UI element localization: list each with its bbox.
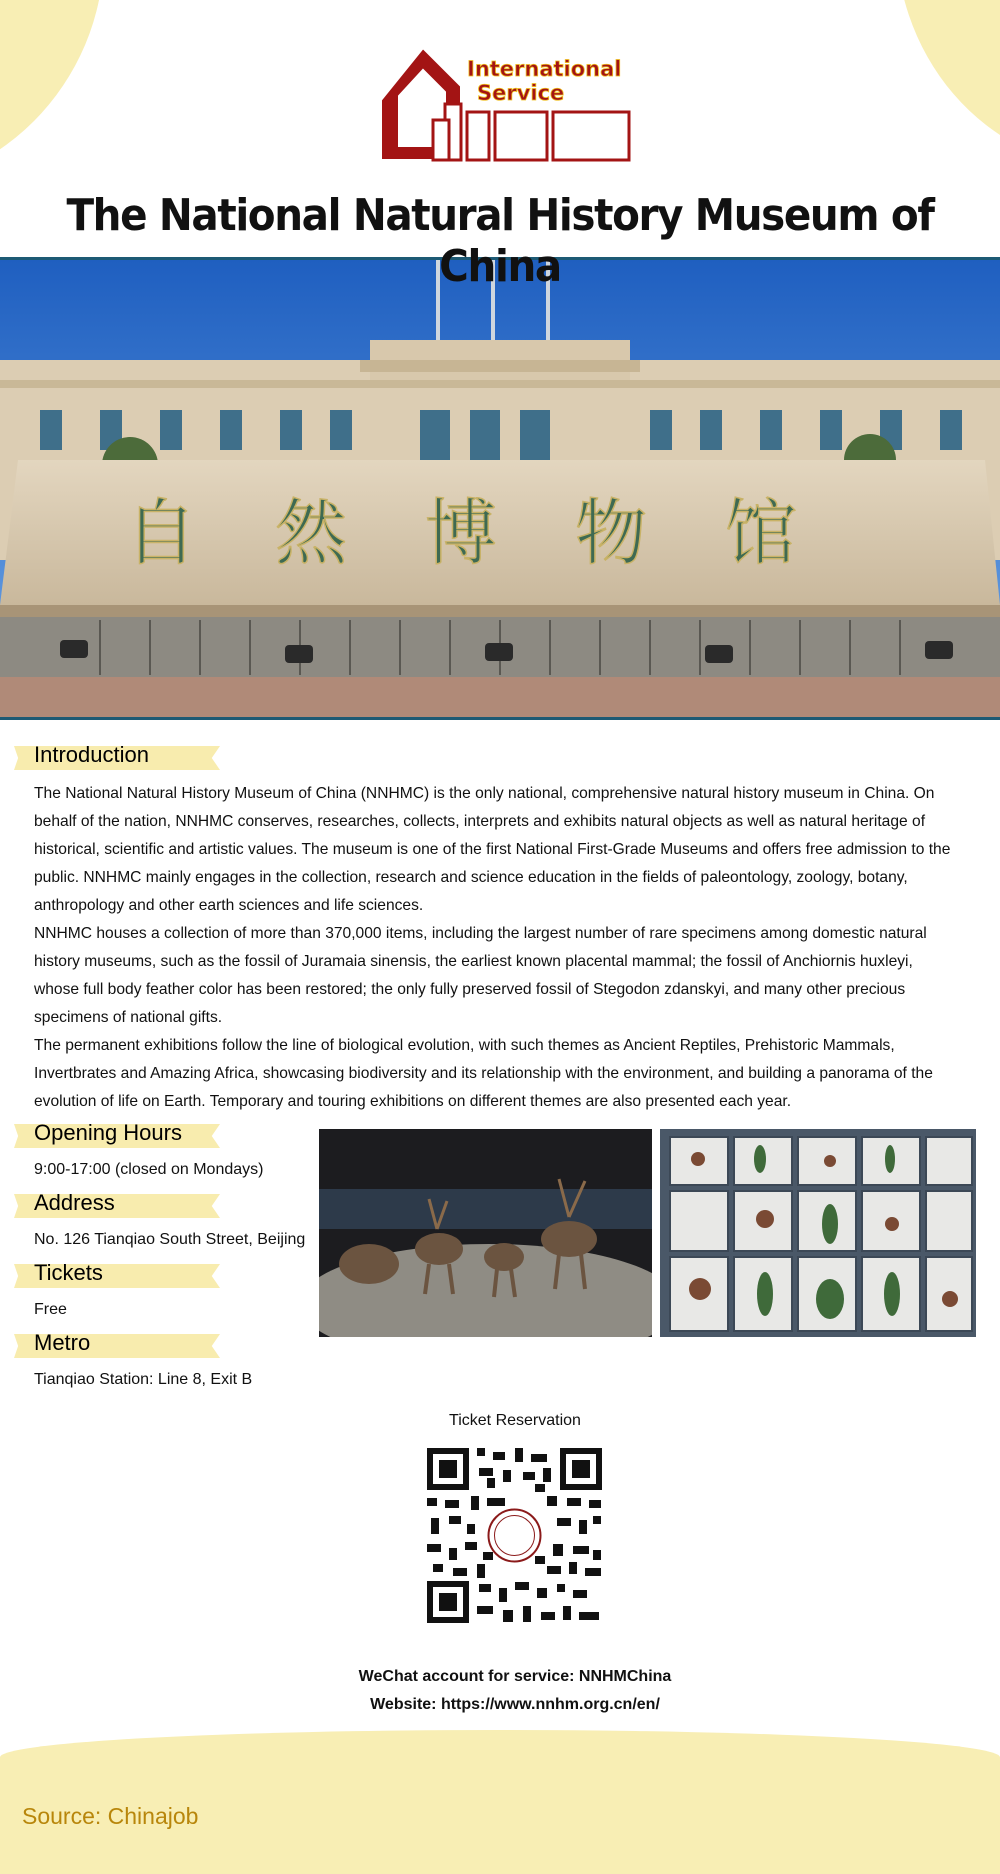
poster: International Service The National Natural History Museum of China 自然博物馆 Introduction The National Natural History Museum of China (NNHMC) is the only national, comprehensive natural history museum in China. On behalf of the nation, NNHMC conserves, researches, collects, interprets and exhibits natural objects as well as natural heritage of historical, scientific and artistic values. The museum is one of the first National First-Grade Museums and offers free admission to the public. NNHMC mainly engages in the collection, research and science education in the fields of paleontology, zoology, botany, anthropology and other earth sciences and life sciences. NNHMC houses a collection of more than 370,000 items, including the largest number of rare specimens among domestic natural history museums, such as the fossil of Juramaia sinensis, the earliest known placental mammal; the fossil of Anchiornis huxleyi, whose full body feather color has been restored; the only fully preserved fossil of Stegodon zdanskyi, and many other precious specimens of national gifts. The permanent exhibitions follow the line of biological evolution, with such themes as Ancient Reptiles, Prehistoric Mammals, Invertbrates and Amazing Africa, showcasing biodiversity and its relationship with the environment, and building a panorama of the evolution of life on Earth. Temporary and touring exhibitions on different themes are also presented each year. Opening Hours 9:00-17:00 (closed on Mondays) Address No. 126 Tianqiao South Street, Beijing Tickets Free Metro Tianqiao Station: Line 8, Exit B Ticket Reservation WeChat account for service: NNHMChina Website: https://www.nnhm.org.cn/en/ Source: Chinajob bbox=[0, 0, 1000, 1874]
source-credit: Source: Chinajob bbox=[22, 1803, 199, 1829]
corner-decoration-right bbox=[865, 0, 1000, 181]
wechat-account: WeChat account for service: NNHMChina bbox=[358, 1668, 672, 1685]
intro-paragraph-1: The National Natural History Museum of China (NNHMC) is the only national, comprehensive natural history museum in China. On behalf of the nation, NNHMC conserves, researches, collects, interprets and exhibits natural objects as well as natural heritage of historical, scientific and artistic values. The museum is one of the first National First-Grade Museums and offers free admission to the public. NNHMC mainly engages in the collection, research and science education in the fields of paleontology, zoology, botany, anthropology and other earth sciences and life sciences. bbox=[34, 785, 951, 914]
international-service-china-logo bbox=[375, 42, 635, 167]
animal-exhibit-photo bbox=[319, 1129, 652, 1337]
plant-specimen-wall-photo bbox=[660, 1129, 976, 1337]
address-value: No. 126 Tianqiao South Street, Beijing bbox=[34, 1231, 306, 1248]
website-link[interactable]: Website: https://www.nnhm.org.cn/en/ bbox=[370, 1696, 660, 1713]
corner-decoration-left bbox=[0, 0, 135, 202]
stone-inscription: 自然博物馆 bbox=[124, 491, 876, 575]
ticket-reservation-qr-code[interactable] bbox=[427, 1448, 602, 1623]
tickets-value: Free bbox=[34, 1301, 67, 1318]
museum-hero-image bbox=[0, 257, 1000, 720]
footer-band bbox=[0, 1730, 1000, 1874]
metro-value: Tianqiao Station: Line 8, Exit B bbox=[34, 1371, 253, 1388]
opening-hours-value: 9:00-17:00 (closed on Mondays) bbox=[34, 1161, 264, 1178]
logo-line1: International bbox=[467, 57, 622, 81]
logo-line2: Service bbox=[477, 81, 565, 105]
introduction-text bbox=[34, 780, 962, 1116]
page-title: The National Natural History Museum of China bbox=[66, 190, 934, 292]
intro-paragraph-2: NNHMC houses a collection of more than 370,000 items, including the largest number of rare specimens among domestic natural history museums, such as the fossil of Juramaia sinensis, the earliest known placental mammal; the fossil of Anchiornis huxleyi, whose full body feather color has been restored; the only fully preserved fossil of Stegodon zdanskyi, and many other precious specimens of national gifts. bbox=[34, 925, 927, 1026]
intro-paragraph-3: The permanent exhibitions follow the line of biological evolution, with such themes as Ancient Reptiles, Prehistoric Mammals, Invertbrates and Amazing Africa, showcasing biodiversity and its relationship with the environment, and building a panorama of the evolution of life on Earth. Temporary and touring exhibitions on different themes are also presented each year. bbox=[34, 1037, 933, 1110]
ticket-reservation-label: Ticket Reservation bbox=[449, 1412, 581, 1429]
